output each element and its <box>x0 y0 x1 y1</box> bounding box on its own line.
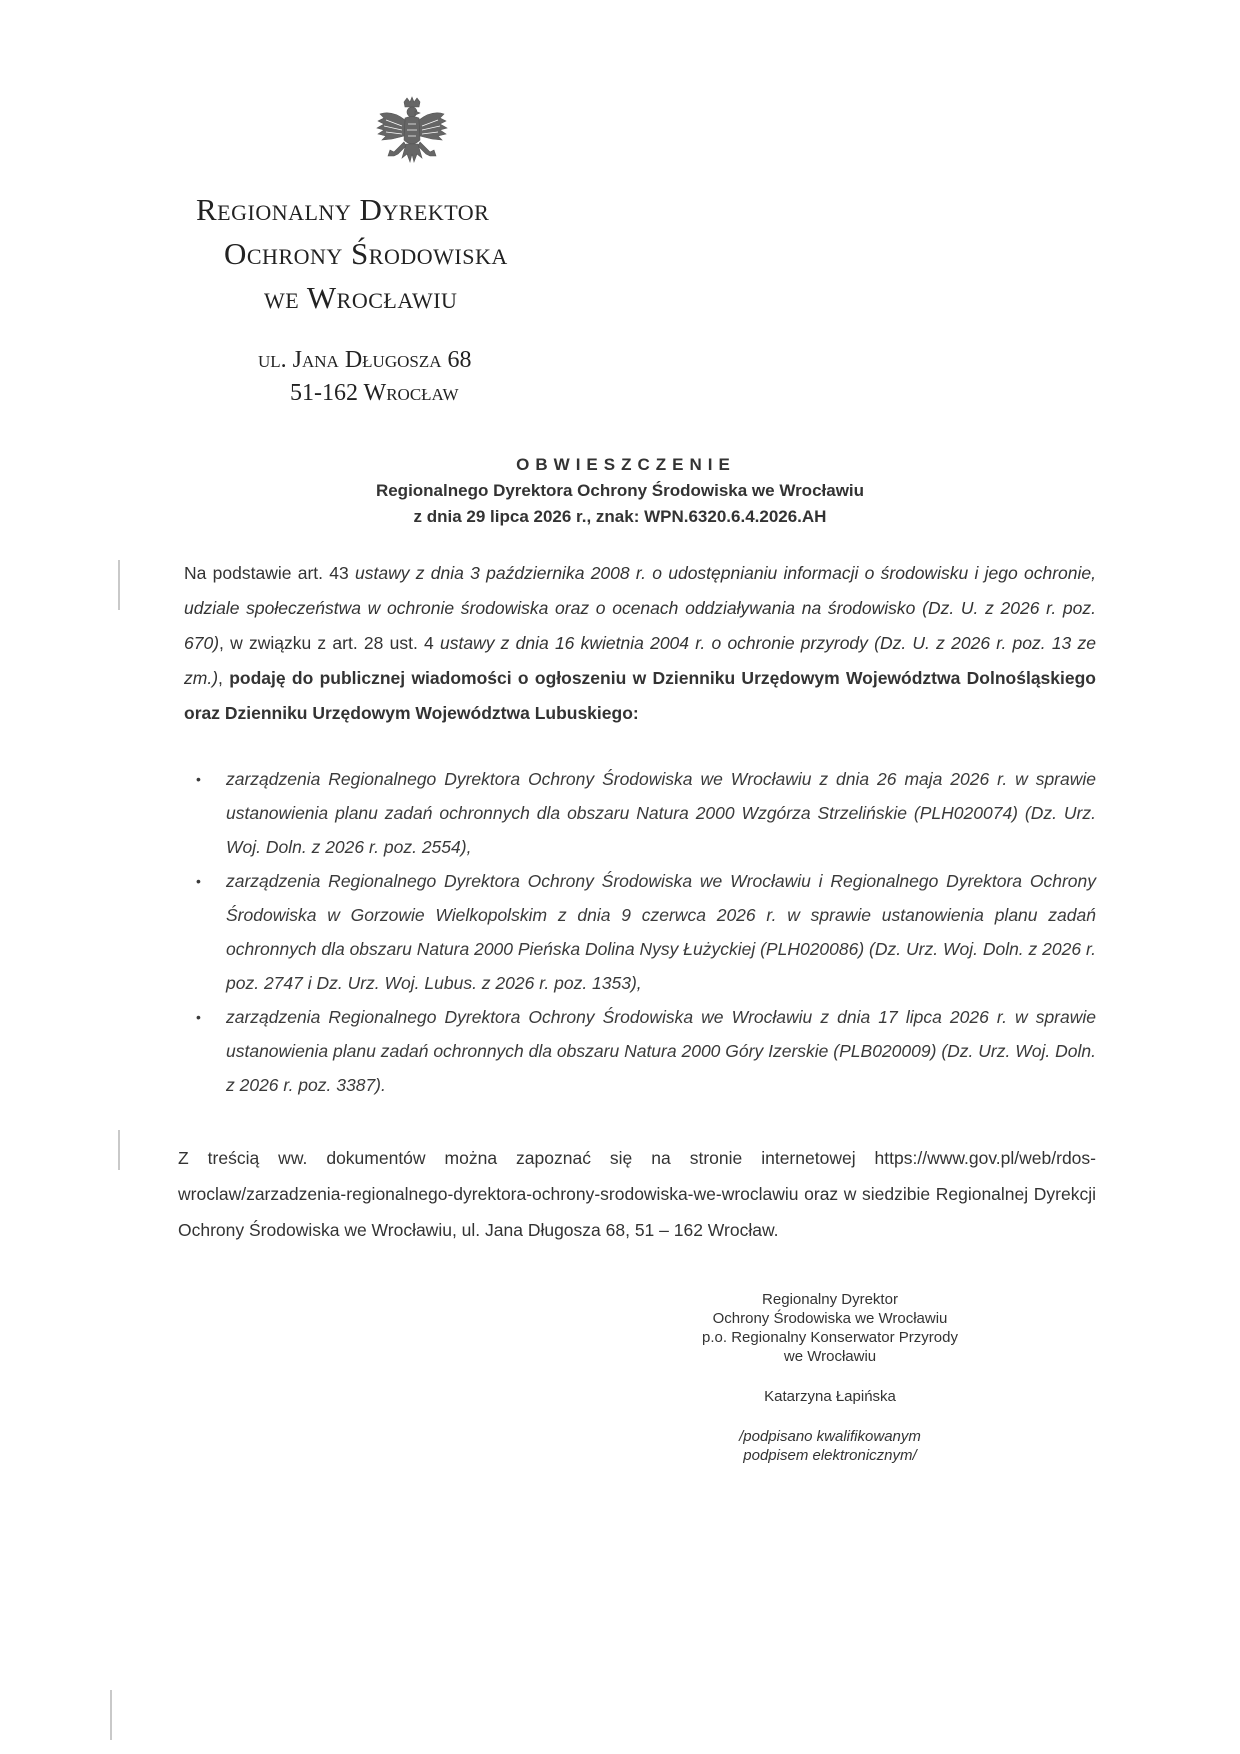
signature-title-line: we Wrocławiu <box>783 1348 877 1365</box>
letterhead-line-1: Regionalny Dyrektor <box>196 192 490 227</box>
bullet-icon: • <box>196 873 201 889</box>
body-text-segment-italic: ustawy z dnia 16 kwietnia 2004 r. o ochronie przyrody (Dz. U. z 2026 r. poz. 13 ze zm.) <box>184 633 1096 688</box>
list-item-text: zarządzenia Regionalnego Dyrektora Ochrony Środowiska we Wrocławiu z dnia 17 lipca 2026 r. w sprawie ustanowienia planu zadań ochronnych dla obszaru Natura 2000 Góry Izerskie (PLB020009) (Dz. Urz. Woj. Doln. z 2026 r. poz. 3387). <box>226 1007 1096 1095</box>
signature-title-line: Ochrony Środowiska we Wrocławiu <box>712 1310 948 1327</box>
signature-note-line: podpisem elektronicznym/ <box>743 1447 917 1464</box>
signature-title-line: Regionalny Dyrektor <box>762 1291 898 1308</box>
ordinance-list <box>196 762 1096 1102</box>
document-issuer: Regionalnego Dyrektora Ochrony Środowiska we Wrocławiu <box>375 481 865 500</box>
document-title <box>0 452 1240 530</box>
scan-mark <box>110 1690 112 1740</box>
address-city: 51-162 Wrocław <box>290 380 459 406</box>
signature-note-line: /podpisano kwalifikowanym <box>739 1428 921 1445</box>
body-paragraph <box>184 556 1096 731</box>
list-item-text: zarządzenia Regionalnego Dyrektora Ochrony Środowiska we Wrocławiu i Regionalnego Dyrektora Ochrony Środowiska w Gorzowie Wielkopolskim z dnia 9 czerwca 2026 r. w sprawie ustanowienia planu zadań ochronnych dla obszaru Natura 2000 Pieńska Dolina Nysy Łużyckiej (PLH020086) (Dz. Urz. Woj. Doln. z 2026 r. poz. 2747 i Dz. Urz. Woj. Lubus. z 2026 r. poz. 1353), <box>226 871 1096 993</box>
signature-title-line: p.o. Regionalny Konserwator Przyrody <box>702 1329 958 1346</box>
body-text-segment: Na podstawie art. 43 <box>184 563 356 583</box>
list-item <box>196 762 1096 864</box>
bullet-icon: • <box>196 1009 201 1025</box>
list-item <box>196 864 1096 1000</box>
bullet-icon: • <box>196 771 201 787</box>
list-item-text: zarządzenia Regionalnego Dyrektora Ochrony Środowiska we Wrocławiu z dnia 26 maja 2026 r. w sprawie ustanowienia planu zadań ochronnych dla obszaru Natura 2000 Wzgórza Strzelińskie (PLH020074) (Dz. Urz. Woj. Doln. z 2026 r. poz. 2554), <box>226 769 1096 857</box>
letterhead-address <box>258 344 472 410</box>
signature-note <box>640 1427 1020 1465</box>
signature-block <box>640 1290 1020 1465</box>
signatory-name: Katarzyna Łapińska <box>764 1388 896 1405</box>
body-text-segment: , <box>218 668 230 688</box>
scan-mark <box>118 1130 120 1170</box>
document-heading: OBWIESZCZENIE <box>516 455 736 474</box>
address-street: ul. Jana Długosza 68 <box>258 347 472 373</box>
list-item <box>196 1000 1096 1102</box>
polish-eagle-emblem-icon <box>374 96 450 176</box>
info-paragraph: Z treścią ww. dokumentów można zapoznać się na stronie internetowej https://www.gov.pl/web/rdos-wroclaw/zarzadzenia-regionalnego-dyrektora-ochrony-srodowiska-we-wroclawiu oraz w siedzibie Regionalnej Dyrekcji Ochrony Środowiska we Wrocławiu, ul. Jana Długosza 68, 51 – 162 Wrocław. <box>178 1148 1096 1240</box>
letterhead <box>196 188 636 320</box>
scan-mark <box>118 560 120 610</box>
body-text-segment-italic: ustawy z dnia 3 października 2008 r. o udostępnianiu informacji o środowisku i jego ochronie, udziale społeczeństwa w ochronie środowiska oraz o ocenach oddziaływania na środowisko (Dz. U. z 2026 r. poz. 670) <box>184 563 1096 653</box>
document-date-reference: z dnia 29 lipca 2026 r., znak: WPN.6320.6.4.2026.AH <box>413 507 827 526</box>
letterhead-line-2: Ochrony Środowiska <box>224 236 508 271</box>
body-text-segment-bold: podaję do publicznej wiadomości o ogłoszeniu w Dzienniku Urzędowym Województwa Dolnośląskiego oraz Dzienniku Urzędowym Województwa Lubuskiego: <box>184 668 1096 723</box>
letterhead-line-3: we Wrocławiu <box>264 280 458 315</box>
body-text-segment: , w związku z art. 28 ust. 4 <box>219 633 440 653</box>
